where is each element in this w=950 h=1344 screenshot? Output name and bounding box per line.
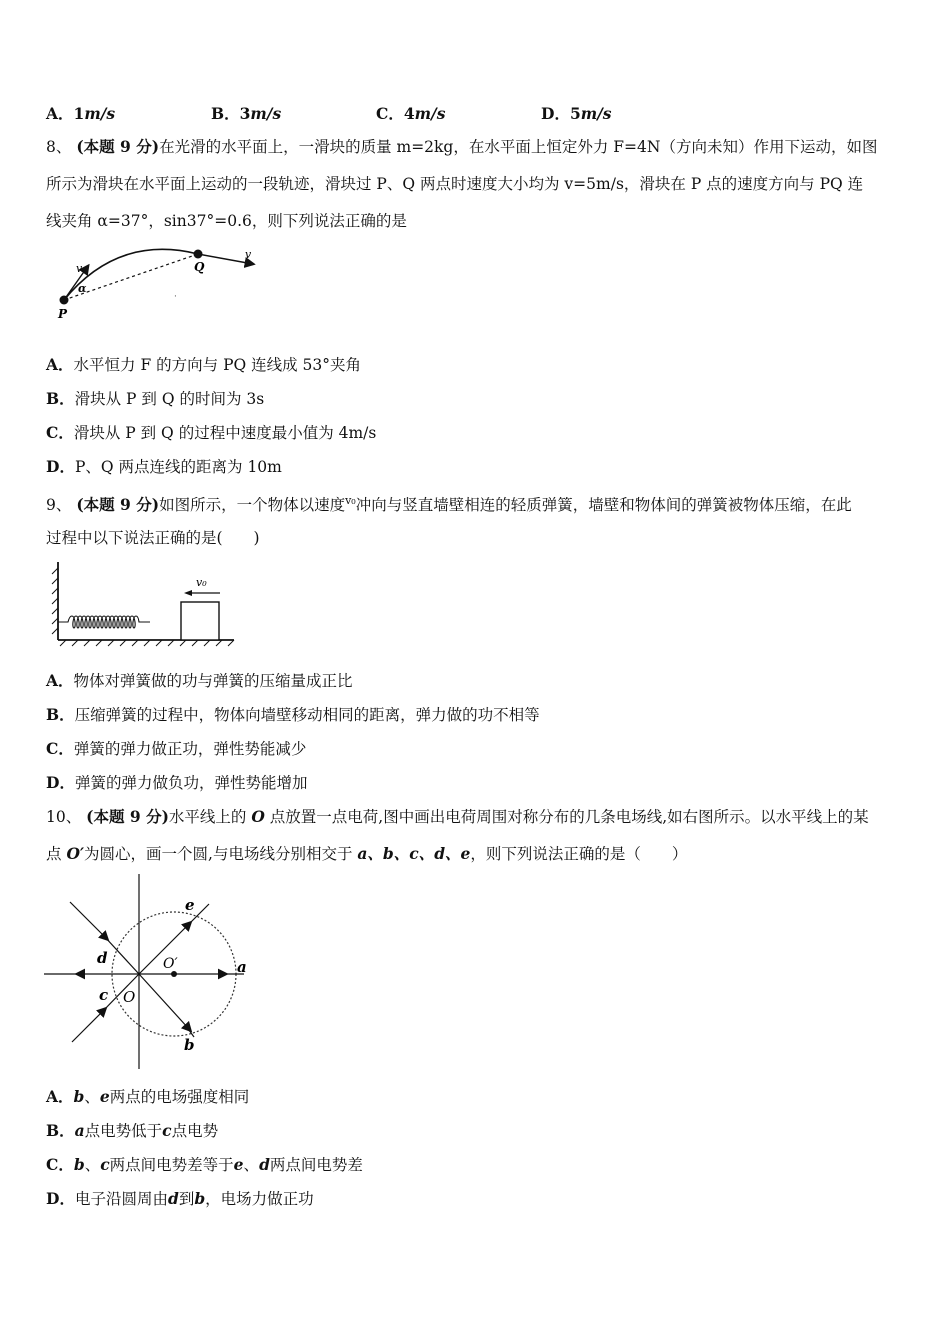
q8-option-c[interactable]: C．滑块从 P 到 Q 的过程中速度最小值为 4m/s: [46, 423, 377, 442]
label-p: P: [58, 307, 68, 321]
q9-stem-line2: 过程中以下说法正确的是( ): [46, 529, 260, 547]
q9-spring-figure: [48, 560, 238, 650]
field-line-b: [139, 974, 189, 1029]
label-v-p: v: [76, 262, 83, 275]
block: [181, 602, 219, 640]
label-o-prime: O′: [163, 956, 178, 972]
spring: [58, 616, 150, 628]
label-c: c: [99, 986, 109, 1004]
wall-hatching: [52, 568, 58, 634]
label-b: b: [184, 1036, 195, 1054]
q10-option-b[interactable]: B．a点电势低于c点电势: [46, 1121, 219, 1140]
q7-option-a[interactable]: A．1m/s: [46, 104, 116, 123]
q7-options: [46, 102, 746, 122]
q8-option-b[interactable]: B．滑块从 P 到 Q 的时间为 3s: [46, 389, 265, 408]
q9-option-b[interactable]: B．压缩弹簧的过程中，物体向墙壁移动相同的距离，弹力做的功不相等: [46, 705, 540, 724]
q9-option-a[interactable]: A．物体对弹簧做的功与弹簧的压缩量成正比: [46, 671, 353, 690]
label-q: Q: [194, 260, 205, 274]
q9-option-c[interactable]: C．弹簧的弹力做正功，弹性势能减少: [46, 739, 307, 758]
label-v0: v₀: [196, 576, 207, 589]
label-v-q: v: [245, 248, 252, 261]
q7-option-d[interactable]: D．5m/s: [541, 104, 612, 123]
v0-arrowhead: [184, 590, 192, 596]
q10-option-c[interactable]: C．b、c两点间电势差等于e、d两点间电势差: [46, 1155, 363, 1174]
label-o: O: [123, 988, 136, 1006]
stray-mark: ·: [174, 292, 177, 302]
label-a: a: [237, 958, 247, 976]
q9-option-d[interactable]: D．弹簧的弹力做负功，弹性势能增加: [46, 773, 308, 792]
q10-stem-line1: 10、 (本题 9 分)水平线上的 O 点放置一点电荷,图中画出电荷周围对称分布的几条电场线,如右图所示。以水平线上的某: [46, 807, 869, 826]
q10-option-d[interactable]: D．电子沿圆周由d到b，电场力做正功: [46, 1189, 314, 1208]
q9-stem-line1: 9、 (本题 9 分)如图所示，一个物体以速度$^{v_0}$冲向与竖直墙壁相连的轻质弹簧，墙壁和物体间的弹簧被物体压缩，在此: [46, 494, 852, 515]
q8-trajectory-figure: [48, 244, 263, 324]
label-alpha: α: [78, 282, 87, 295]
point-p: [60, 296, 69, 305]
label-e: e: [185, 896, 195, 914]
field-line-d-in: [70, 902, 106, 938]
q7-option-c[interactable]: C．4m/s: [376, 104, 446, 123]
q10-option-a[interactable]: A．b、e两点的电场强度相同: [46, 1087, 250, 1106]
q8-stem-line2: 所示为滑块在水平面上运动的一段轨迹，滑块过 P、Q 两点时速度大小均为 v=5m/s，滑块在 P 点的速度方向与 PQ 连: [46, 175, 864, 193]
q8-stem-line3: 线夹角 α=37°，sin37°=0.6，则下列说法正确的是: [46, 212, 407, 230]
field-line-c-in: [72, 1010, 104, 1042]
q8-option-d[interactable]: D．P、Q 两点连线的距离为 10m: [46, 457, 282, 476]
q10-field-figure: [44, 874, 264, 1074]
q8-stem-line1: 8、 (本题 9 分)在光滑的水平面上，一滑块的质量 m=2kg，在水平面上恒定外力 F=4N（方向未知）作用下运动，如图: [46, 137, 878, 156]
q10-stem-line2: 点 O′为圆心，画一个圆,与电场线分别相交于 a、b、c、d、e，则下列说法正确的是（ ）: [46, 844, 688, 863]
point-q: [194, 250, 203, 259]
q8-option-a[interactable]: A．水平恒力 F 的方向与 PQ 连线成 53°夹角: [46, 355, 362, 374]
floor-hatching: [60, 640, 234, 646]
q7-option-b[interactable]: B．3m/s: [211, 104, 282, 123]
label-d: d: [97, 949, 108, 967]
